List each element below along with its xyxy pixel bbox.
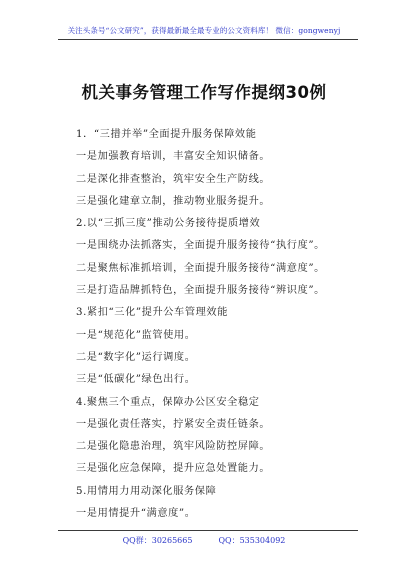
outline-line: 1．“三措并举”全面提升服务保障效能 [76, 129, 257, 140]
outline-line: 二是聚焦标准抓培训，全面提升服务接待“满意度”。 [76, 262, 325, 274]
outline-line: 5.用情用力用动深化服务保障 [76, 485, 217, 497]
header-note: 关注头条号“公文研究”，获得最新最全最专业的公文资料库！ 微信：gongwenyj [67, 26, 341, 35]
outline-line: 一是用情提升“满意度”。 [76, 508, 196, 520]
outline-line: 一是加强教育培训，丰富安全知识储备。 [76, 151, 271, 163]
outline-line: 一是“规范化”监管使用。 [76, 329, 196, 341]
footer-qq-group: QQ群：30265665 [122, 536, 193, 545]
header-divider [58, 39, 358, 40]
outline-line: 三是“低碳化”绿色出行。 [76, 374, 196, 386]
outline-line: 3.紧扣“三化”提升公车管理效能 [76, 307, 228, 319]
outline-line: 一是围绕办法抓落实，全面提升服务接待“执行度”。 [76, 240, 325, 252]
footer-contact [0, 535, 408, 546]
outline-line: 二是深化排查整治，筑牢安全生产防线。 [76, 173, 271, 185]
outline-line: 三是强化应急保障，提升应急处置能力。 [76, 463, 271, 475]
outline-line: 二是“数字化”运行调度。 [76, 351, 196, 363]
footer-qq: QQ：535304092 [218, 536, 286, 545]
outline-line: 三是强化建章立制，推动物业服务提升。 [76, 195, 271, 207]
outline-line: 4.聚焦三个重点，保障办公区安全稳定 [76, 396, 260, 408]
outline-line: 2.以“三抓三度”推动公务接待提质增效 [76, 218, 261, 230]
document-title: 机关事务管理工作写作提纲30例 [81, 83, 327, 102]
outline-line: 二是强化隐患治理，筑牢风险防控屏障。 [76, 441, 271, 453]
outline-line: 一是强化责任落实，拧紧安全责任链条。 [76, 418, 271, 430]
outline-list [76, 124, 376, 525]
outline-line: 三是打造品牌抓特色，全面提升服务接待“辨识度”。 [76, 285, 325, 297]
footer-divider [58, 530, 358, 531]
